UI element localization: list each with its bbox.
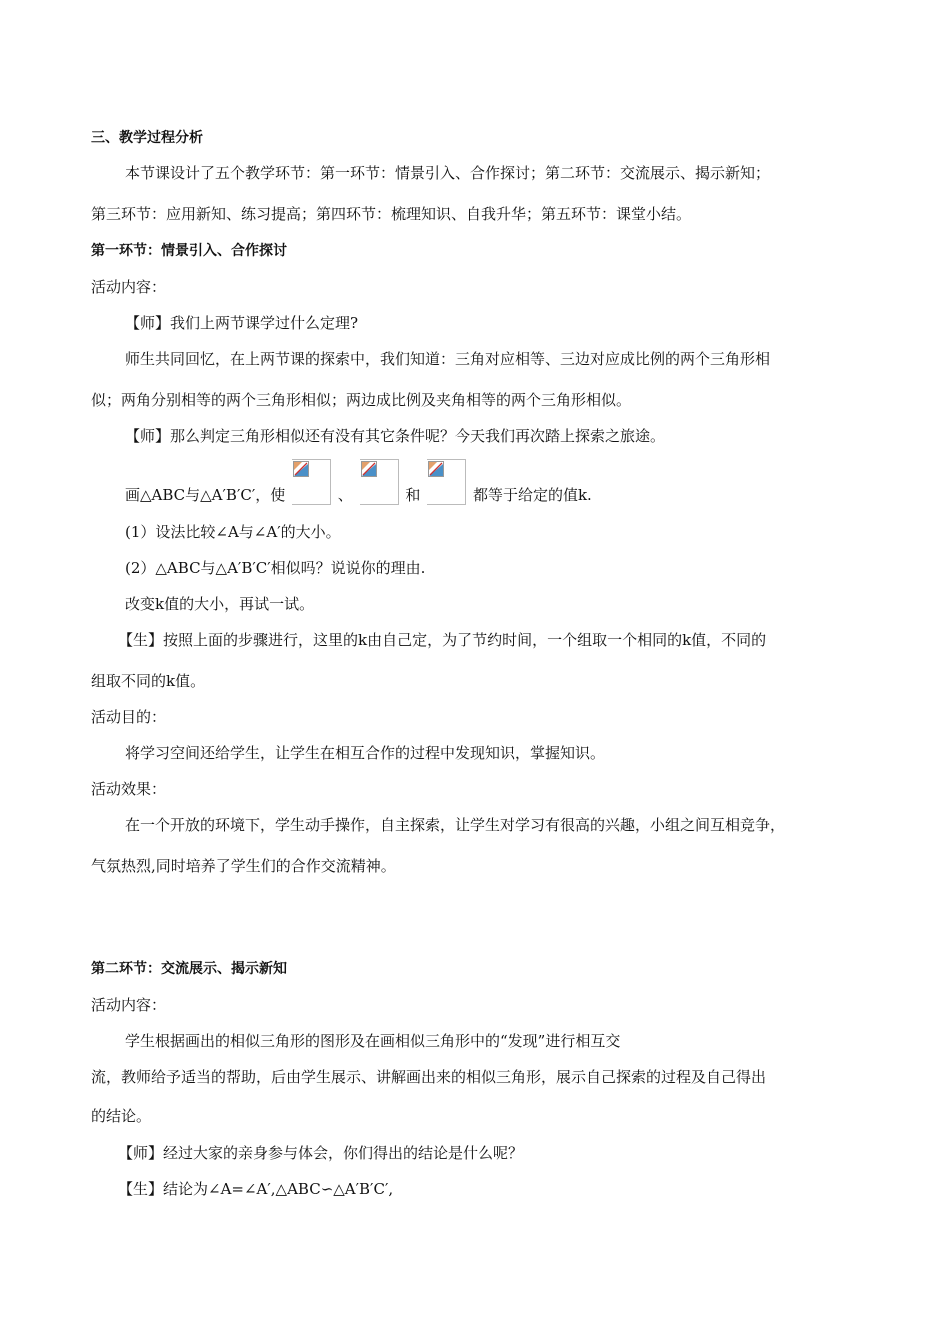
- student-line-1: 【生】按照上面的步骤进行，这里的k由自己定，为了节约时间，一个组取一个相同的k值，不同的: [118, 631, 767, 649]
- change-k-text: 改变k值的大小，再试一试。: [125, 595, 315, 613]
- broken-image-icon: [428, 461, 444, 477]
- question-1: (1）设法比较∠A与∠A′的大小。: [125, 523, 341, 541]
- intro-line-1: 本节课设计了五个教学环节：第一环节：情景引入、合作探讨；第二环节：交流展示、揭示新知；: [125, 164, 771, 182]
- draw-instruction: [125, 459, 592, 507]
- step2-line-1: 学生根据画出的相似三角形的图形及在画相似三角形中的“发现”进行相互交: [125, 1032, 621, 1050]
- step2-heading: 第二环节：交流展示、揭示新知: [91, 961, 287, 977]
- recall-line-1: 师生共同回忆，在上两节课的探索中，我们知道：三角对应相等、三边对应成比例的两个三角形相: [125, 350, 771, 368]
- step2-student-answer: 【生】结论为∠A=∠A′,△ABC∽△A′B′C′,: [118, 1180, 394, 1198]
- teacher-question-2: 【师】那么判定三角形相似还有没有其它条件呢？今天我们再次踏上探索之旅途。: [125, 427, 666, 445]
- ratio-image-2: [360, 459, 399, 505]
- purpose-text: 将学习空间还给学生，让学生在相互合作的过程中发现知识，掌握知识。: [125, 744, 606, 762]
- intro-line-2: 第三环节：应用新知、练习提高；第四环节：梳理知识、自我升华；第五环节：课堂小结。: [91, 205, 692, 223]
- draw-text-1: 画△ABC与△A′B′C′，使: [125, 486, 286, 504]
- step2-content-label: 活动内容：: [91, 996, 167, 1014]
- purpose-label: 活动目的：: [91, 708, 167, 726]
- ratio-image-3: [427, 459, 466, 505]
- broken-image-icon: [293, 461, 309, 477]
- ratio-image-1: [292, 459, 331, 505]
- step1-heading: 第一环节：情景引入、合作探讨: [91, 243, 287, 259]
- broken-image-icon: [361, 461, 377, 477]
- teacher-question-1: 【师】我们上两节课学过什么定理?: [125, 314, 359, 332]
- draw-sep-1: 、: [337, 486, 353, 504]
- question-2: (2）△ABC与△A′B′C′相似吗？说说你的理由.: [125, 559, 426, 577]
- student-line-2: 组取不同的k值。: [91, 672, 206, 690]
- step2-line-2: 流，教师给予适当的帮助，后由学生展示、讲解画出来的相似三角形，展示自己探索的过程及自己得出: [91, 1068, 767, 1086]
- step1-content-label: 活动内容：: [91, 278, 167, 296]
- effect-label: 活动效果：: [91, 780, 167, 798]
- step2-line-3: 的结论。: [91, 1107, 152, 1125]
- section-heading: 三、教学过程分析: [91, 130, 203, 146]
- effect-line-1: 在一个开放的环境下，学生动手操作，自主探索，让学生对学习有很高的兴趣，小组之间互相竞争，: [125, 816, 786, 834]
- effect-line-2: 气氛热烈,同时培养了学生们的合作交流精神。: [91, 857, 396, 875]
- draw-sep-2: 和: [405, 486, 421, 504]
- recall-line-2: 似；两角分别相等的两个三角形相似；两边成比例及夹角相等的两个三角形相似。: [91, 391, 632, 409]
- step2-teacher-question: 【师】经过大家的亲身参与体会，你们得出的结论是什么呢？: [118, 1144, 524, 1162]
- draw-text-2: 都等于给定的值k.: [472, 486, 592, 504]
